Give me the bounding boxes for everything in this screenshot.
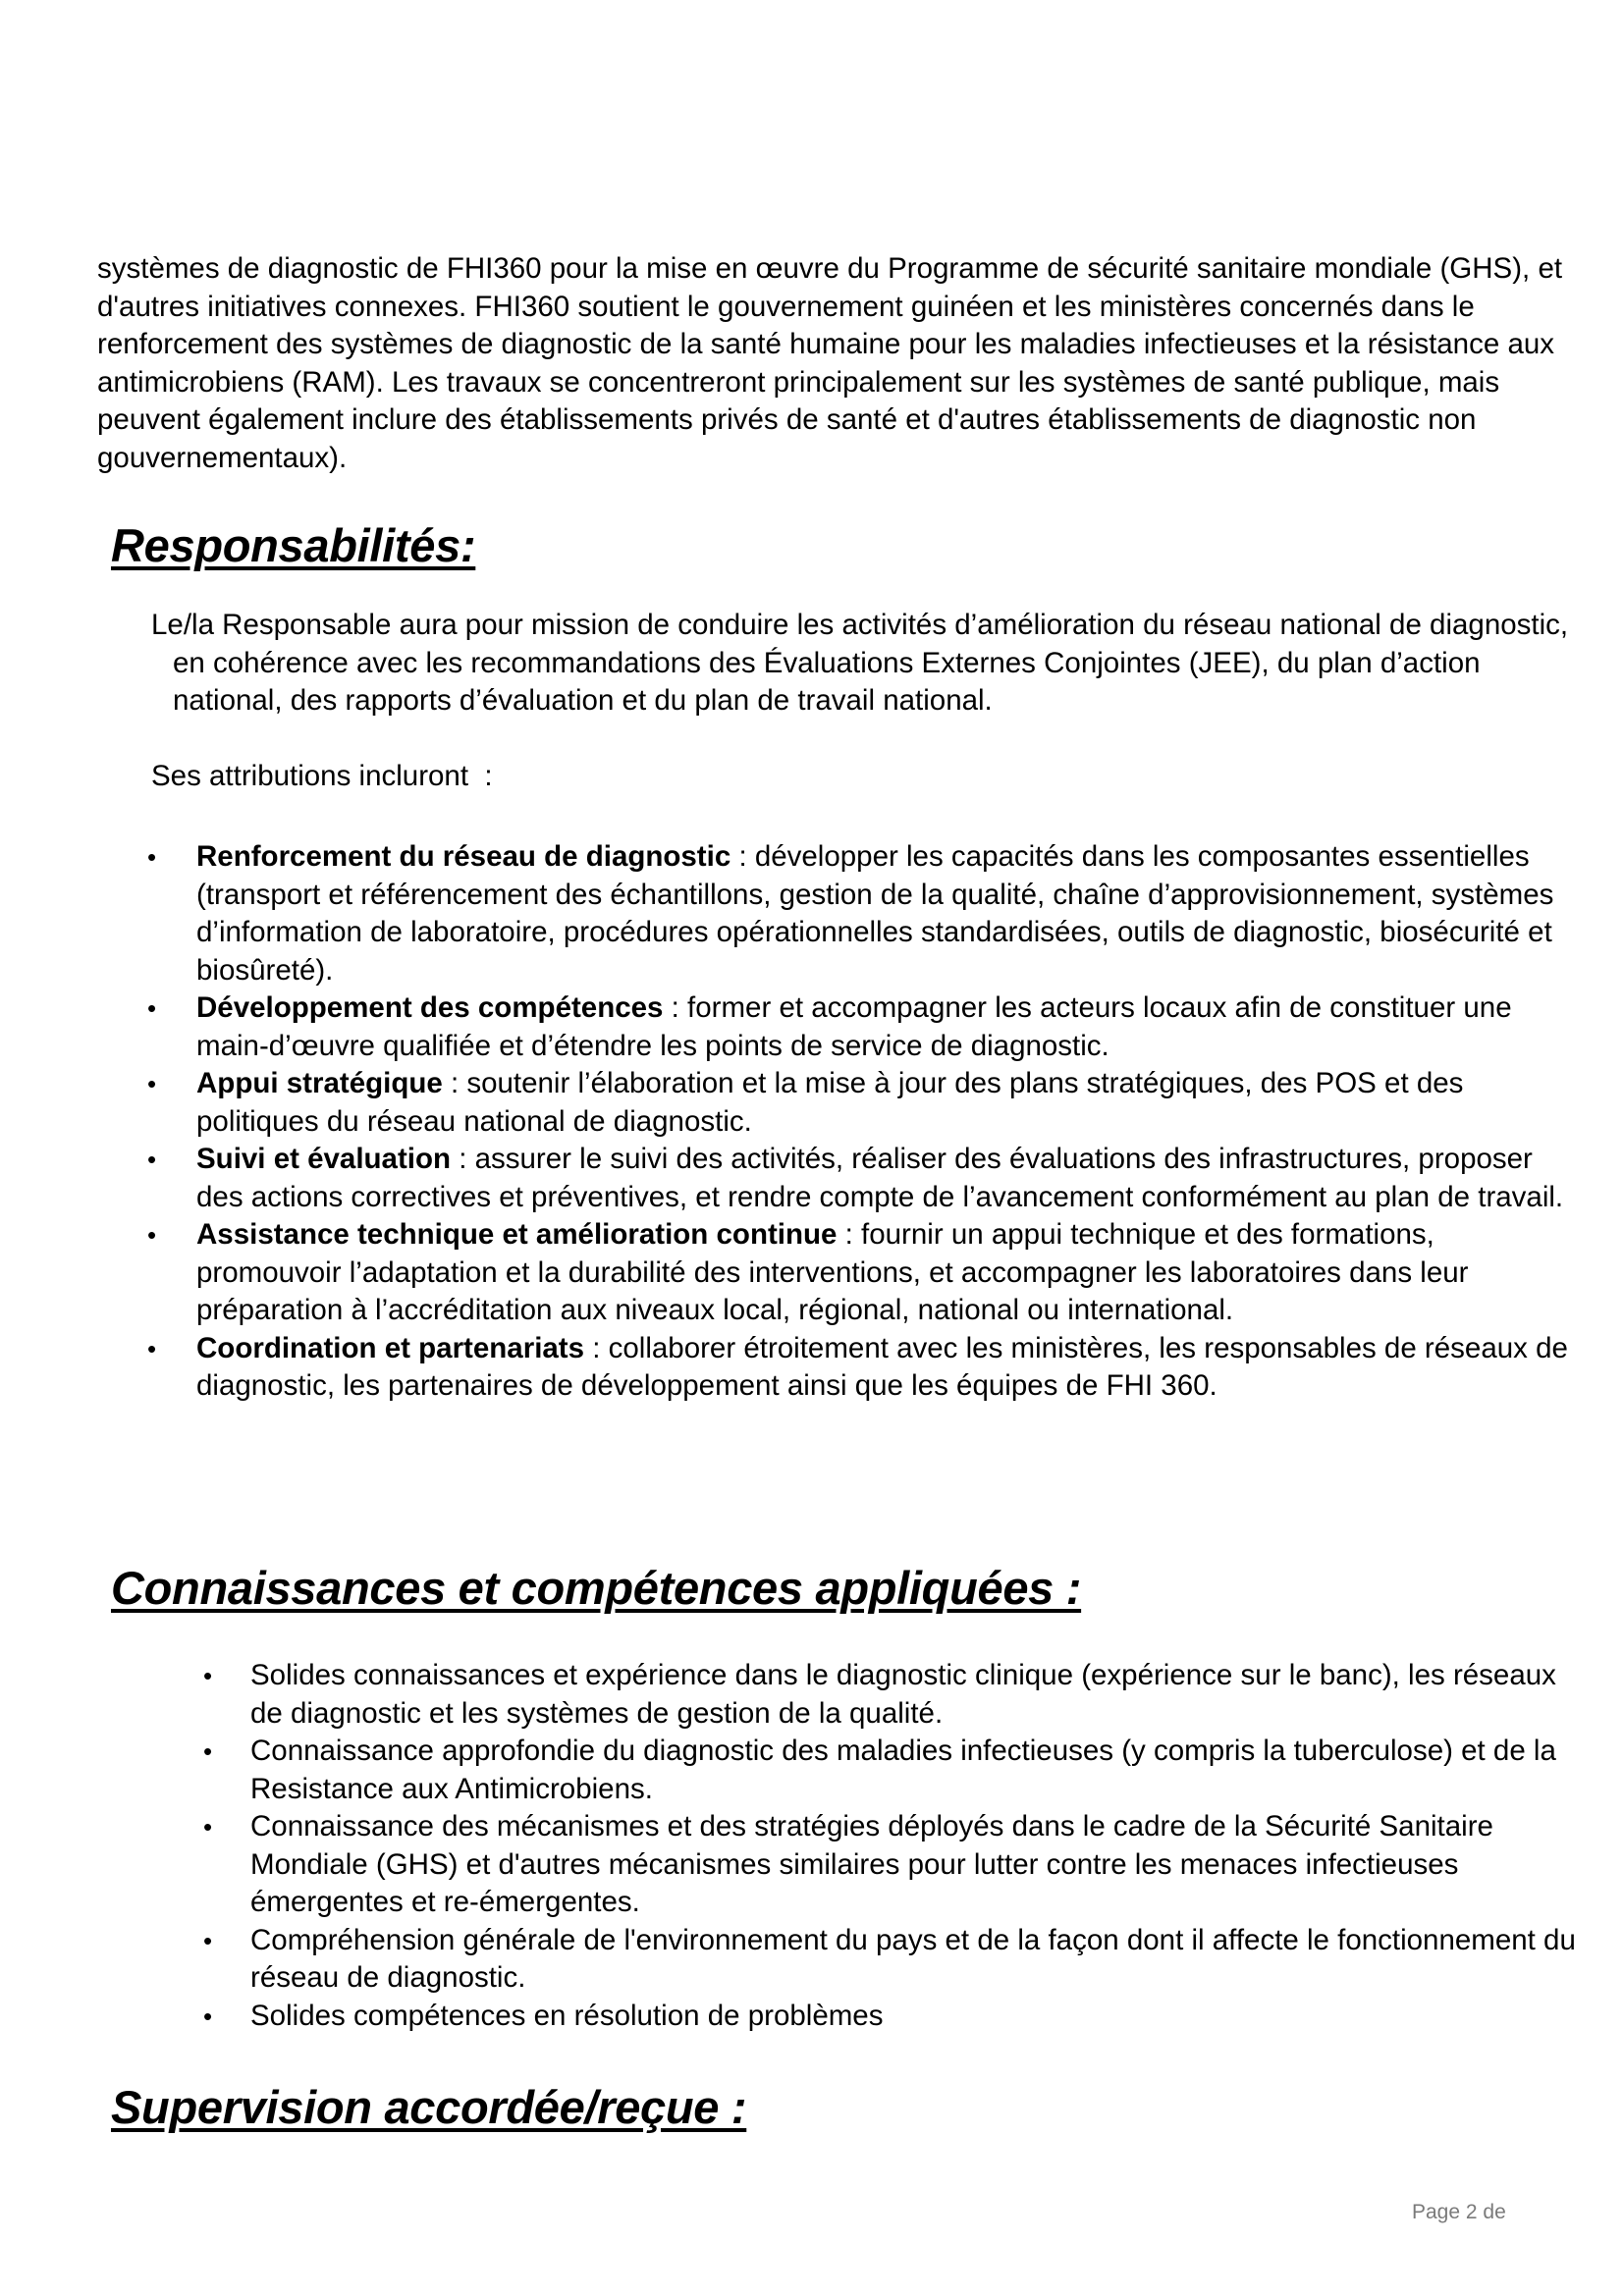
bullet-icon: • [147,993,157,1023]
bullet-icon: • [147,1069,157,1098]
item-text: Connaissance approfondie du diagnostic des maladies infectieuses (y compris la tuberculose) et de la Resistance aux Antimicrobiens. [250,1735,1556,1805]
item-text: : former et accompagner les acteurs locaux afin de constituer une main-d’œuvre qualifiée et d’étendre les points de service de diagnostic. [196,991,1512,1062]
responsibilities-intro: Le/la Responsable aura pour mission de conduire les activités d’amélioration du réseau national de diagnostic, en cohérence avec les recommandations des Évaluations Externes Conjointes (JEE), du plan d’action national, des rapports d’évaluation et du plan de travail national. [151,609,1569,717]
bullet-icon: • [147,1333,157,1363]
bullet-icon: • [147,1220,157,1250]
bullet-icon: • [203,1925,213,1955]
bullet-icon: • [203,1736,213,1766]
list-item [203,1922,1576,1998]
supervision-heading: Supervision accordée/reçue : [111,2081,747,2133]
list-item [203,1733,1576,1808]
page-number: Page 2 de [1412,2201,1506,2223]
item-title: Coordination et partenariats [196,1331,585,1364]
bullet-icon: • [203,1812,213,1842]
list-item [203,1808,1576,1922]
item-text: : fournir un appui technique et des formations, promouvoir l’adaptation et la durabilité des interventions, et accompagner les laboratoires dans leur préparation à l’accréditation aux niveaux local, régional, national ou international. [196,1218,1469,1326]
item-title: Suivi et évaluation [196,1143,452,1175]
item-text: : assurer le suivi des activités, réaliser des évaluations des infrastructures, proposer des actions correctives et préventives, et rendre compte de l’avancement conformément au plan de travail. [196,1143,1564,1213]
skills-list [203,1657,1576,2035]
list-item [203,1998,1576,2036]
list-item [147,1216,1571,1330]
responsibilities-list [147,838,1571,1406]
intro-paragraph: systèmes de diagnostic de FHI360 pour la mise en œuvre du Programme de sécurité sanitaire mondiale (GHS), et d'autres initiatives connexes. FHI360 soutient le gouvernement guinéen et les ministères concernés dans le renforcement des systèmes de diagnostic de la santé humaine pour les maladies infectieuses et la résistance aux antimicrobiens (RAM). Les travaux se concentreront principalement sur les systèmes de santé publique, mais peuvent également inclure des établissements privés de santé et d'autres établissements de diagnostic non gouvernementaux). [97,252,1563,474]
bullet-icon: • [147,1145,157,1174]
item-text: : soutenir l’élaboration et la mise à jour des plans stratégiques, des POS et des politiques du réseau national de diagnostic. [196,1067,1464,1138]
bullet-icon: • [203,1661,213,1690]
bullet-icon: • [203,2001,213,2031]
list-item [203,1657,1576,1733]
list-item [147,1141,1571,1216]
item-title: Renforcement du réseau de diagnostic [196,840,731,873]
item-text: Connaissance des mécanismes et des stratégies déployés dans le cadre de la Sécurité Sanitaire Mondiale (GHS) et d'autres mécanismes similaires pour lutter contre les menaces infectieuses émergentes et re-émergentes. [250,1810,1493,1918]
responsibilities-subheading: Ses attributions incluront : [151,760,493,792]
item-title: Développement des compétences [196,991,664,1024]
responsibilities-heading: Responsabilités: [111,519,476,571]
bullet-icon: • [147,842,157,872]
list-item [147,989,1571,1065]
item-title: Appui stratégique [196,1067,443,1099]
item-title: Assistance technique et amélioration continue [196,1218,838,1251]
item-text: : collaborer étroitement avec les ministères, les responsables de réseaux de diagnostic, les partenaires de développement ainsi que les équipes de FHI 360. [196,1331,1568,1402]
skills-heading: Connaissances et compétences appliquées : [111,1562,1082,1614]
list-item [147,838,1571,989]
item-text: : développer les capacités dans les composantes essentielles (transport et référencement des échantillons, gestion de la qualité, chaîne d’approvisionnement, systèmes d’information de laboratoire, procédures opérationnelles standardisées, outils de diagnostic, biosécurité et biosûreté). [196,840,1554,987]
item-text: Solides compétences en résolution de problèmes [250,1999,884,2032]
list-item [147,1330,1571,1406]
item-text: Compréhension générale de l'environnement du pays et de la façon dont il affecte le fonctionnement du réseau de diagnostic. [250,1923,1576,1994]
list-item [147,1065,1571,1141]
item-text: Solides connaissances et expérience dans le diagnostic clinique (expérience sur le banc), les réseaux de diagnostic et les systèmes de gestion de la qualité. [250,1659,1556,1730]
